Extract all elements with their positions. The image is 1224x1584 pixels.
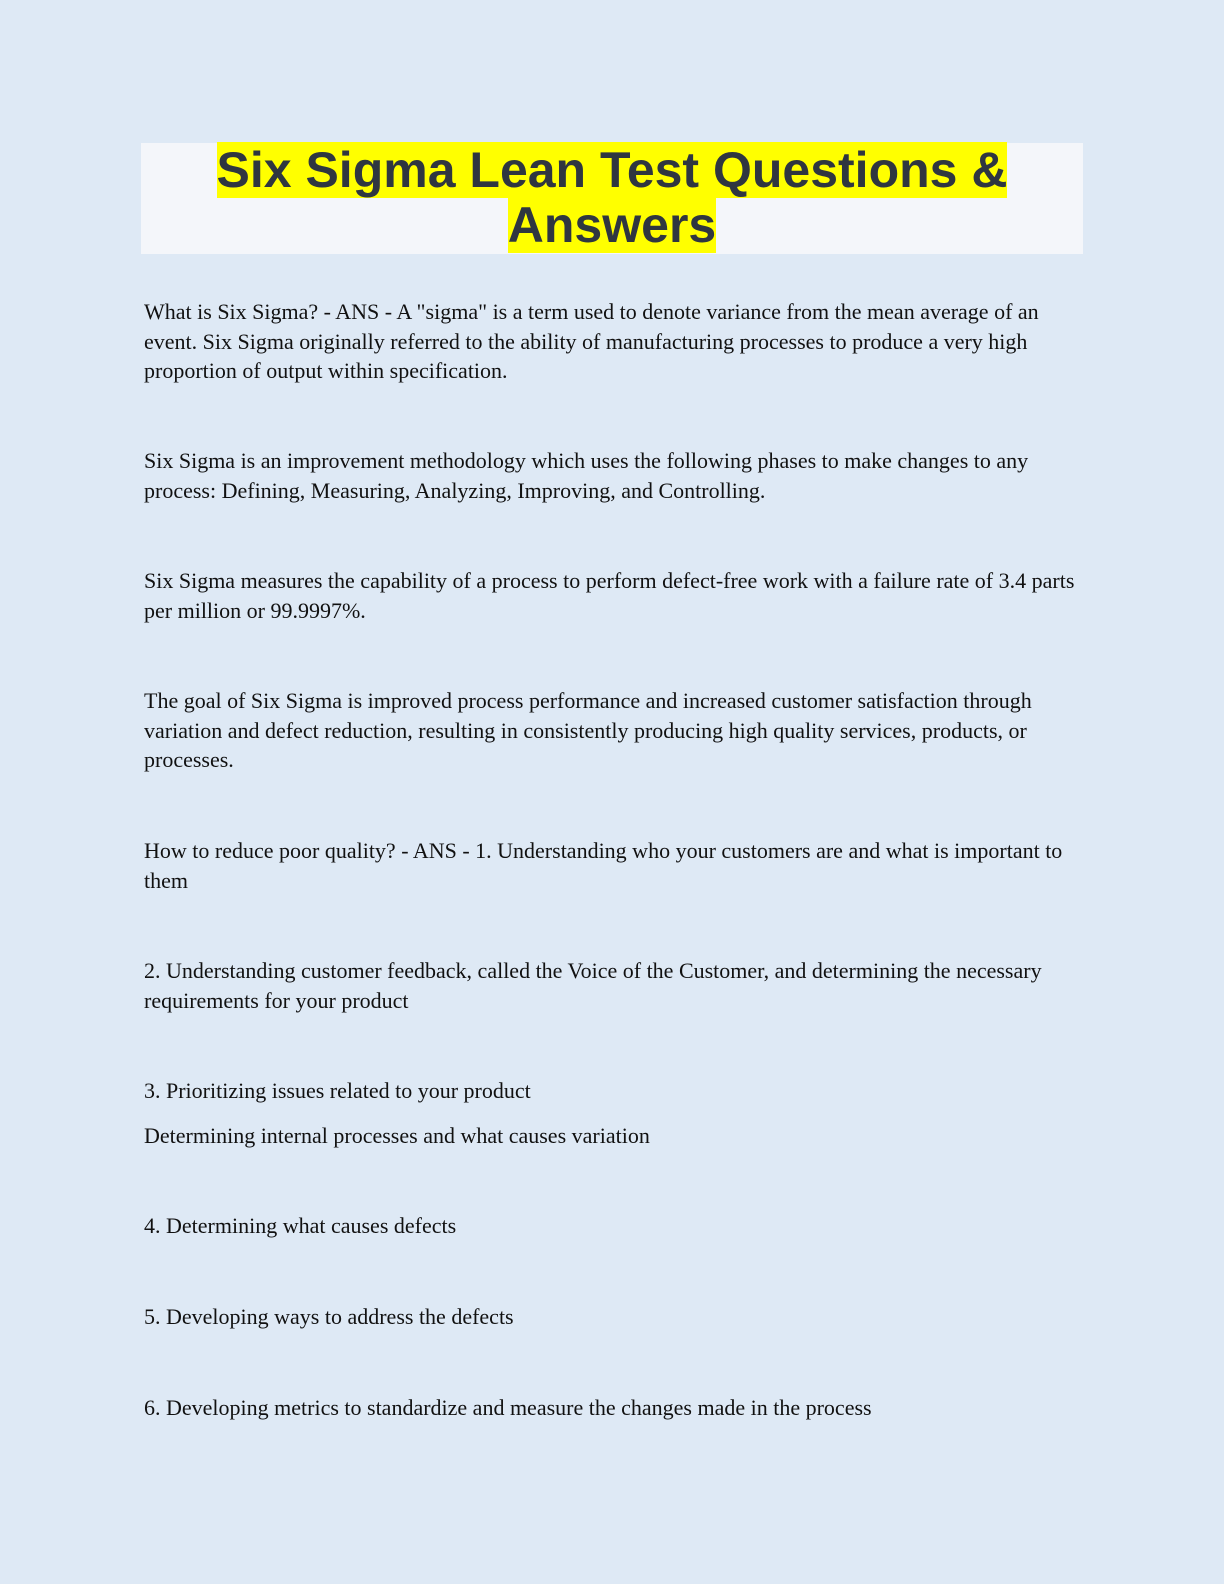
paragraph-item-2: 2. Understanding customer feedback, called the Voice of the Customer, and determining the necessary requirements for your product: [144, 958, 1042, 1013]
paragraph-internal-processes: Determining internal processes and what causes variation: [144, 1123, 650, 1148]
paragraph-item-5: 5. Developing ways to address the defects: [144, 1304, 514, 1329]
paragraph-improvement-methodology: Six Sigma is an improvement methodology which uses the following phases to make changes to any process: Defining, Measuring, Analyzing, Improving, and Controlling.: [144, 448, 1029, 503]
document-title: Six Sigma Lean Test Questions & Answers: [216, 142, 1008, 253]
paragraph-reduce-poor-quality: How to reduce poor quality? - ANS - 1. Understanding who your customers are and what is important to them: [144, 838, 1063, 893]
paragraph-item-6: 6. Developing metrics to standardize and measure the changes made in the process: [144, 1395, 872, 1420]
title-box: [141, 143, 1083, 254]
paragraph-goal: The goal of Six Sigma is improved process performance and increased customer satisfaction through variation and defect reduction, resulting in consistently producing high quality services, products, or processes.: [144, 688, 1032, 772]
paragraph-item-4: 4. Determining what causes defects: [144, 1213, 457, 1238]
paragraph-item-3: 3. Prioritizing issues related to your product: [144, 1078, 531, 1103]
paragraph-capability: Six Sigma measures the capability of a process to perform defect-free work with a failure rate of 3.4 parts per million or 99.9997%.: [144, 568, 1075, 623]
paragraph-what-is-six-sigma: What is Six Sigma? - ANS - A "sigma" is a term used to denote variance from the mean average of an event. Six Sigma originally referred to the ability of manufacturing processes to produce a very high proportion of output within specification.: [144, 299, 1039, 383]
